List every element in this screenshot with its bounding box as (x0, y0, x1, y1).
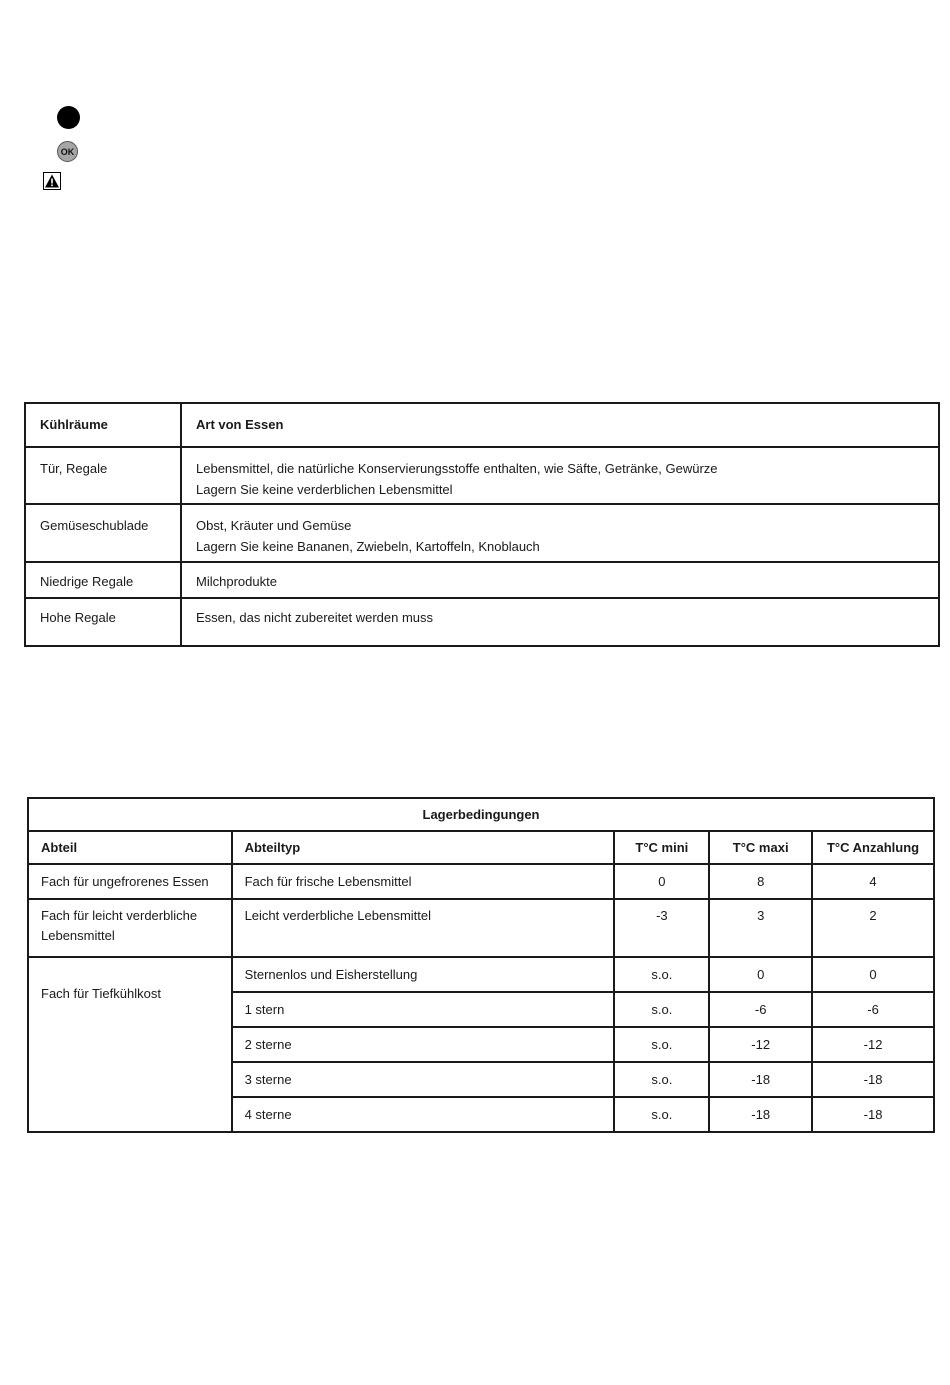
compartment-cell: Fach für Tiefkühlkost (28, 957, 232, 1132)
compartment-type-cell: 2 sterne (232, 1027, 615, 1062)
table-row (28, 899, 934, 957)
temp-max-cell: 3 (709, 899, 812, 957)
table-caption-row (28, 798, 934, 831)
table-row (28, 957, 934, 992)
compartment-type-cell: Sternenlos und Eisherstellung (232, 957, 615, 992)
table-header-row (28, 831, 934, 864)
compartment-type-cell: 3 sterne (232, 1062, 615, 1097)
table-caption: Lagerbedingungen (28, 798, 934, 831)
table-header-row (25, 403, 939, 447)
compartment-cell: Fach für ungefrorenes Essen (28, 864, 232, 899)
column-header: T°C maxi (709, 831, 812, 864)
table-row (25, 504, 939, 562)
temp-max-cell: -18 (709, 1062, 812, 1097)
food-type-line: Milchprodukte (196, 574, 277, 589)
temp-min-cell: s.o. (614, 992, 709, 1027)
ok-button-icon: OK (57, 141, 78, 162)
zone-label: Niedrige Regale (25, 562, 181, 598)
temp-deposit-cell: 2 (812, 899, 934, 957)
warning-icon (43, 172, 61, 190)
temp-min-cell: s.o. (614, 1062, 709, 1097)
table-row (28, 864, 934, 899)
compartment-type-cell: Leicht verderbliche Lebensmittel (232, 899, 615, 957)
temp-max-cell: 0 (709, 957, 812, 992)
zone-label: Gemüseschublade (25, 504, 181, 562)
temp-deposit-cell: -18 (812, 1062, 934, 1097)
temp-deposit-cell: 0 (812, 957, 934, 992)
food-type-line: Obst, Kräuter und Gemüse (196, 518, 352, 533)
temp-max-cell: -12 (709, 1027, 812, 1062)
food-type-line: Essen, das nicht zubereitet werden muss (196, 610, 434, 625)
column-header: Abteil (28, 831, 232, 864)
temp-min-cell: s.o. (614, 957, 709, 992)
temp-deposit-cell: -6 (812, 992, 934, 1027)
column-header: T°C mini (614, 831, 709, 864)
temp-deposit-cell: -18 (812, 1097, 934, 1132)
cooling-zones-table (24, 402, 940, 647)
compartment-type-cell: Fach für frische Lebensmittel (232, 864, 615, 899)
zone-label: Tür, Regale (25, 447, 181, 504)
zone-label: Hohe Regale (25, 598, 181, 646)
food-type-cell (181, 504, 939, 562)
food-type-line: Lagern Sie keine verderblichen Lebensmittel (196, 482, 453, 497)
storage-conditions-table (27, 797, 935, 1133)
column-header: T°C Anzahlung (812, 831, 934, 864)
temp-max-cell: -6 (709, 992, 812, 1027)
compartment-type-cell: 4 sterne (232, 1097, 615, 1132)
table-row (25, 562, 939, 598)
food-type-line: Lagern Sie keine Bananen, Zwiebeln, Kartoffeln, Knoblauch (196, 539, 540, 554)
temp-max-cell: 8 (709, 864, 812, 899)
column-header: Kühlräume (25, 403, 181, 447)
food-type-line: Lebensmittel, die natürliche Konservierungsstoffe enthalten, wie Säfte, Getränke, Gewürze (196, 461, 718, 476)
temp-max-cell: -18 (709, 1097, 812, 1132)
temp-deposit-cell: 4 (812, 864, 934, 899)
compartment-type-cell: 1 stern (232, 992, 615, 1027)
column-header: Art von Essen (181, 403, 939, 447)
table-row (25, 447, 939, 504)
food-type-cell (181, 562, 939, 598)
filled-circle-icon (57, 106, 80, 129)
food-type-cell (181, 447, 939, 504)
compartment-cell: Fach für leicht verderbliche Lebensmittel (28, 899, 232, 957)
temp-min-cell: s.o. (614, 1027, 709, 1062)
table-row (25, 598, 939, 646)
food-type-cell (181, 598, 939, 646)
temp-min-cell: s.o. (614, 1097, 709, 1132)
column-header: Abteiltyp (232, 831, 615, 864)
temp-deposit-cell: -12 (812, 1027, 934, 1062)
temp-min-cell: 0 (614, 864, 709, 899)
temp-min-cell: -3 (614, 899, 709, 957)
